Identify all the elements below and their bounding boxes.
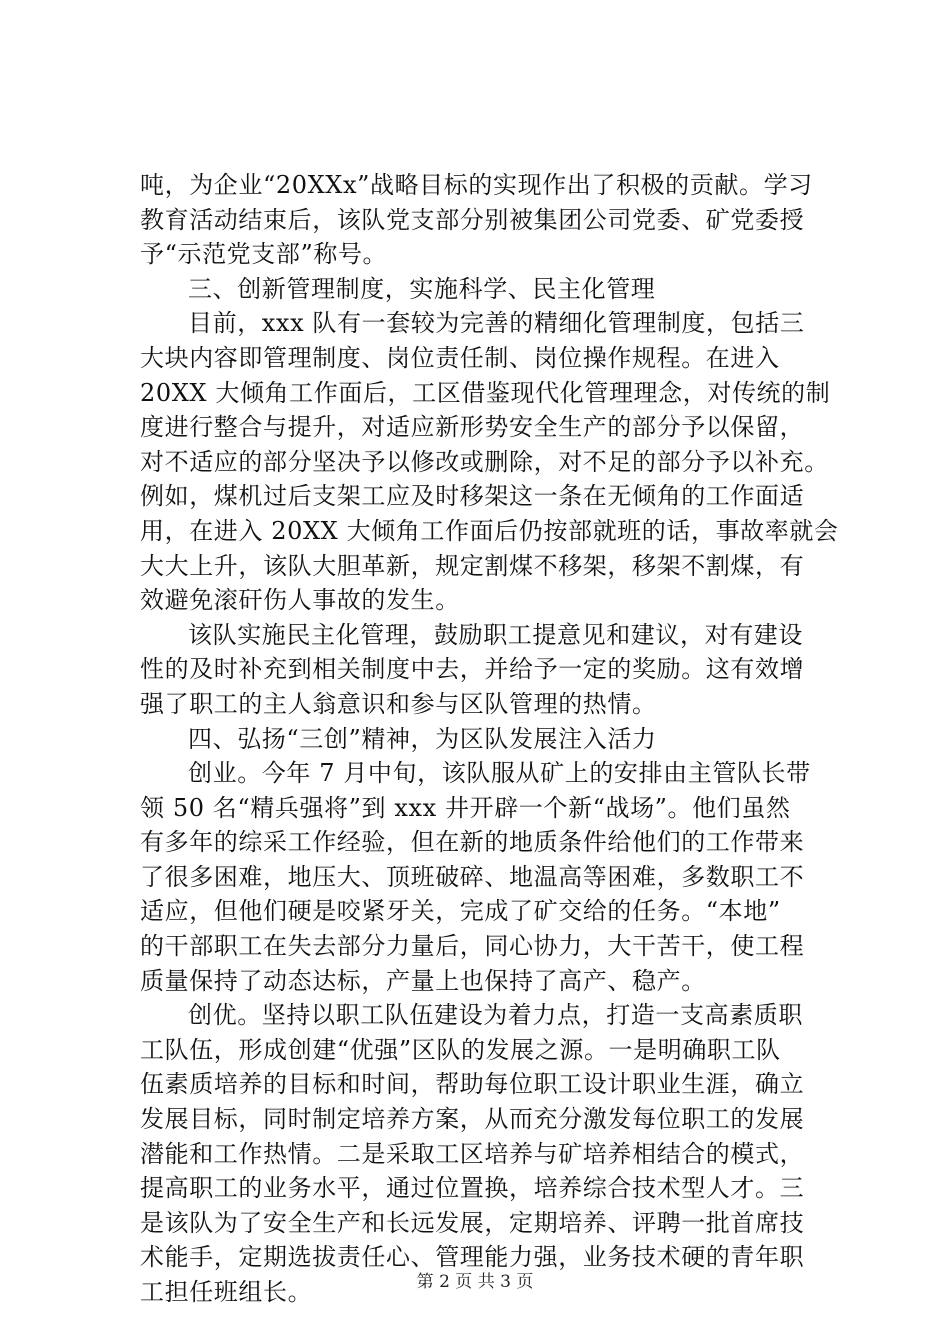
text-line: 创优。坚持以职工队伍建设为着力点，打造一支高素质职 bbox=[188, 1001, 803, 1030]
document-body bbox=[140, 168, 860, 1310]
text-line: 创业。今年 7 月中旬，该队服从矿上的安排由主管队长带 bbox=[188, 759, 811, 788]
text-line: 工担任班组长。 bbox=[140, 1278, 313, 1306]
text-line: 对不适应的部分坚决予以修改或删除，对不足的部分予以补充。 bbox=[140, 447, 829, 476]
text-line: 教育活动结束后，该队党支部分别被集团公司党委、矿党委授 bbox=[140, 205, 805, 234]
text-line: 效避免滚矸伤人事故的发生。 bbox=[140, 586, 460, 615]
text-line: 大块内容即管理制度、岗位责任制、岗位操作规程。在进入 bbox=[140, 343, 780, 372]
text-line: 有多年的综采工作经验，但在新的地质条件给他们的工作带来 bbox=[140, 828, 805, 857]
text-line: 术能手，定期选拔责任心、管理能力强，业务技术硬的青年职 bbox=[140, 1243, 805, 1272]
text-line: 20XX 大倾角工作面后，工区借鉴现代化管理理念，对传统的制 bbox=[140, 378, 831, 407]
text-line: 发展目标，同时制定培养方案，从而充分激发每位职工的发展 bbox=[140, 1105, 805, 1134]
text-line: 的干部职工在失去部分力量后，同心协力，大干苦干，使工程 bbox=[140, 932, 805, 961]
text-line: 适应，但他们硬是咬紧牙关，完成了矿交给的任务。“本地” bbox=[140, 897, 781, 926]
text-line: 性的及时补充到相关制度中去，并给予一定的奖励。这有效增 bbox=[140, 655, 805, 684]
text-line: 度进行整合与提升，对适应新形势安全生产的部分予以保留， bbox=[140, 413, 805, 442]
page-number-footer: 第 2 页 共 3 页 bbox=[416, 1272, 534, 1292]
section-heading: 四、弘扬“三创”精神，为区队发展注入活力 bbox=[188, 724, 657, 753]
text-line: 领 50 名“精兵强将”到 xxx 井开辟一个新“战场”。他们虽然 bbox=[140, 793, 791, 822]
text-line: 质量保持了动态达标，产量上也保持了高产、稳产。 bbox=[140, 966, 706, 995]
text-line: 吨，为企业“20XXx”战略目标的实现作出了积极的贡献。学习 bbox=[140, 171, 813, 199]
text-line: 用，在进入 20XX 大倾角工作面后仍按部就班的话，事故率就会 bbox=[140, 516, 839, 545]
text-line: 例如，煤机过后支架工应及时移架这一条在无倾角的工作面适 bbox=[140, 482, 805, 511]
text-line: 予“示范党支部”称号。 bbox=[140, 240, 388, 269]
text-line: 提高职工的业务水平，通过位置换，培养综合技术型人才。三 bbox=[140, 1174, 805, 1203]
text-line: 强了职工的主人翁意识和参与区队管理的热情。 bbox=[140, 689, 657, 718]
section-heading: 三、创新管理制度，实施科学、民主化管理 bbox=[188, 274, 656, 303]
text-line: 伍素质培养的目标和时间，帮助每位职工设计职业生涯，确立 bbox=[140, 1070, 805, 1099]
text-line: 该队实施民主化管理，鼓励职工提意见和建议，对有建设 bbox=[188, 620, 803, 649]
text-line: 了很多困难，地压大、顶班破碎、地温高等困难，多数职工不 bbox=[140, 862, 805, 891]
text-line: 潜能和工作热情。二是采取工区培养与矿培养相结合的模式， bbox=[140, 1139, 805, 1168]
text-line: 是该队为了安全生产和长远发展，定期培养、评聘一批首席技 bbox=[140, 1208, 805, 1237]
text-line: 工队伍，形成创建“优强”区队的发展之源。一是明确职工队 bbox=[140, 1035, 781, 1064]
text-line: 大大上升，该队大胆革新，规定割煤不移架，移架不割煤，有 bbox=[140, 551, 805, 580]
text-line: 目前，xxx 队有一套较为完善的精细化管理制度，包括三 bbox=[188, 309, 805, 338]
